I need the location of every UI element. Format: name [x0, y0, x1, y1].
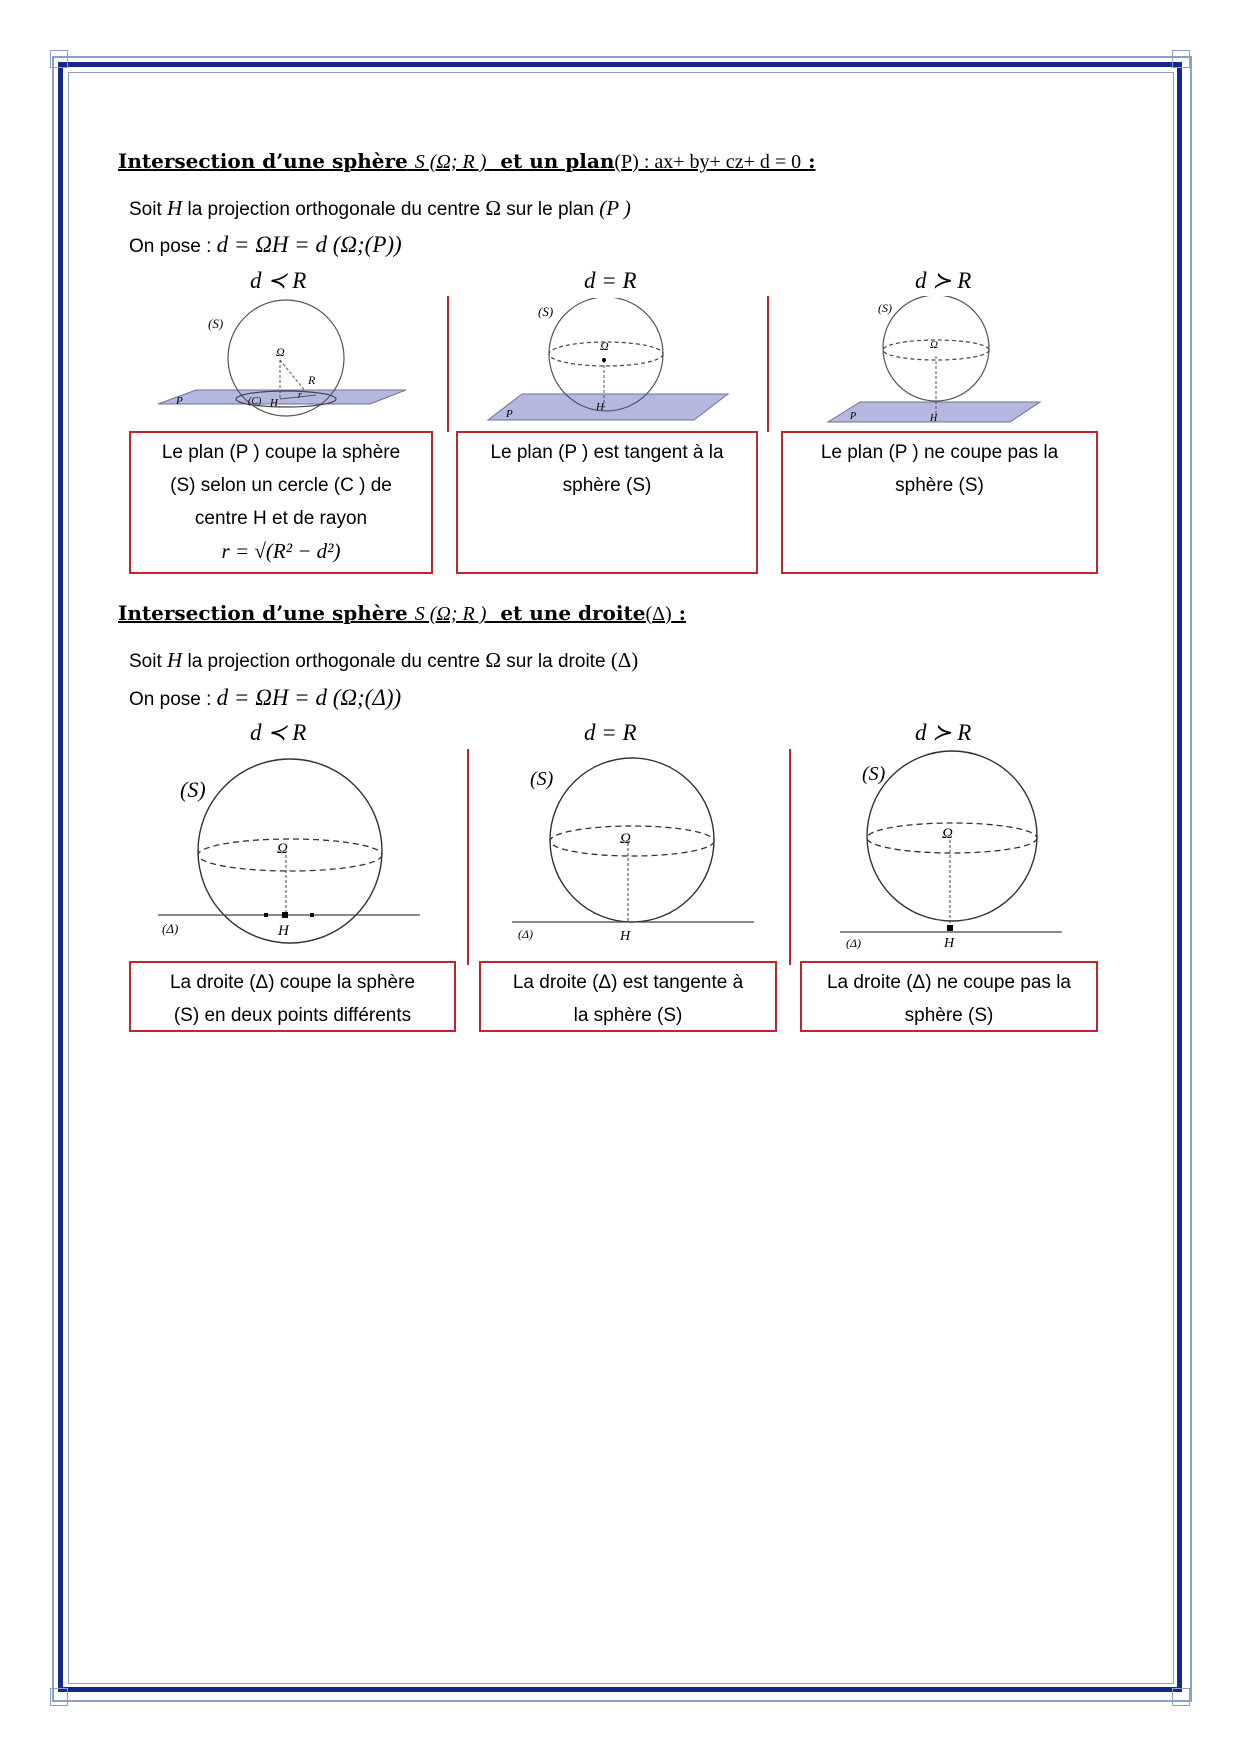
svg-text:Ω: Ω — [930, 339, 938, 351]
svg-text:H: H — [620, 929, 631, 944]
svg-text:(C): (C) — [248, 396, 262, 407]
separator — [789, 749, 791, 965]
svg-text:R: R — [308, 373, 316, 387]
section1-result-box-2: Le plan (P ) est tangent à la sphère (S) — [456, 431, 758, 574]
section1-title: Intersection d’une sphère S (Ω; R ) et un plan(P) : ax+ by+ cz+ d = 0 : — [118, 149, 816, 173]
section2-title: Intersection d’une sphère S (Ω; R ) et une droite(Δ) : — [118, 601, 686, 625]
svg-text:(S): (S) — [180, 777, 206, 802]
svg-text:(S): (S) — [538, 304, 554, 319]
svg-text:H: H — [596, 401, 604, 413]
svg-text:(Δ): (Δ) — [518, 927, 534, 941]
svg-text:H: H — [270, 397, 278, 409]
section2-result-box-1: La droite (Δ) coupe la sphère (S) en deux points différents — [129, 961, 456, 1032]
figure-line-external — [840, 750, 1070, 950]
figure-line-tangent — [508, 755, 768, 945]
svg-text:(S): (S) — [878, 301, 892, 315]
separator — [767, 296, 769, 432]
section1-pose-line: On pose : d = ΩH = d (Ω;(P)) — [129, 232, 402, 257]
frame-corner — [50, 1688, 68, 1706]
frame-corner — [1172, 1688, 1190, 1706]
section1-projection-line: Soit H la projection orthogonale du centre Ω sur le plan (P ) — [129, 196, 631, 220]
svg-text:r: r — [298, 390, 302, 401]
svg-text:H: H — [944, 936, 955, 950]
svg-text:Ω: Ω — [600, 339, 609, 353]
section1-condition-2: d = R — [584, 268, 637, 293]
svg-text:(S): (S) — [862, 763, 886, 785]
svg-text:Ω: Ω — [620, 831, 631, 847]
figure-plane-secant — [148, 298, 418, 426]
figure-line-secant — [150, 755, 430, 955]
frame-corner — [50, 50, 68, 68]
section2-result-box-3: La droite (Δ) ne coupe pas la sphère (S) — [800, 961, 1098, 1032]
section1-condition-1: d ≺ R — [250, 268, 307, 293]
section1-condition-3: d ≻ R — [915, 268, 972, 293]
svg-text:(S): (S) — [208, 316, 224, 331]
section2-condition-3: d ≻ R — [915, 720, 972, 745]
frame-corner — [1172, 50, 1190, 68]
svg-text:P: P — [506, 408, 513, 420]
svg-text:(Δ): (Δ) — [846, 936, 862, 950]
svg-text:P: P — [850, 411, 857, 422]
svg-text:P: P — [176, 395, 183, 407]
svg-text:Ω: Ω — [942, 826, 953, 842]
section1-result-box-1: Le plan (P ) coupe la sphère (S) selon un cercle (C ) de centre H et de rayon r = √(R² − d²) — [129, 431, 433, 574]
svg-text:(S): (S) — [530, 768, 554, 790]
figure-plane-tangent — [480, 298, 740, 426]
section2-condition-1: d ≺ R — [250, 720, 307, 745]
section2-result-box-2: La droite (Δ) est tangente à la sphère (S) — [479, 961, 777, 1032]
svg-text:(Δ): (Δ) — [162, 921, 179, 936]
section2-projection-line: Soit H la projection orthogonale du centre Ω sur la droite (Δ) — [129, 648, 639, 672]
svg-text:Ω: Ω — [277, 841, 288, 857]
svg-text:H: H — [930, 413, 938, 424]
figure-plane-external — [818, 296, 1058, 426]
separator — [467, 749, 469, 965]
section2-condition-2: d = R — [584, 720, 637, 745]
section1-result-box-3: Le plan (P ) ne coupe pas la sphère (S) — [781, 431, 1098, 574]
separator — [447, 296, 449, 432]
svg-text:Ω: Ω — [276, 345, 285, 359]
svg-text:H: H — [278, 923, 289, 939]
section2-pose-line: On pose : d = ΩH = d (Ω;(Δ)) — [129, 685, 402, 710]
